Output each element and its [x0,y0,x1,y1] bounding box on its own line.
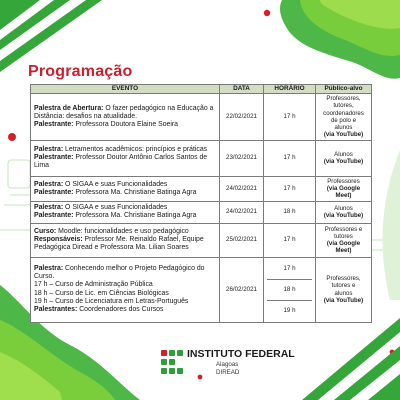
audience-line: alunos [334,289,353,297]
table-header-row [31,85,372,94]
time-slot: 19 h [283,306,296,314]
time-cell-split [264,257,316,322]
table-row [31,176,372,201]
table-row [31,201,372,223]
event-cell [31,201,220,223]
date-cell: 24/02/2021 [220,201,264,223]
date-cell: 22/02/2021 [220,94,264,141]
event-cell [31,257,220,322]
schedule-table [30,84,372,323]
red-dot [8,133,16,141]
event-line [34,281,216,289]
audience-cell [316,257,372,322]
audience-line: alunos [334,124,353,132]
event-text: 18 h – Curso de Lic. em Ciências Biológicas [34,289,169,297]
event-line [34,121,216,129]
event-label: Palestrante: [34,212,74,220]
event-text: Moodle: funcionalidades e uso pedagógico [56,227,189,235]
page-title: Programação [28,63,133,80]
institution-title: INSTITUTO FEDERAL [187,348,295,360]
institution-campus: Alagoas [216,360,239,368]
event-line [34,265,216,281]
audience-cell [316,176,372,201]
event-text: 17 h – Curso de Administração Pública [34,281,153,289]
date-cell: 24/02/2021 [220,176,264,201]
event-line [34,306,216,314]
audience-line: Professores, [326,95,361,102]
event-line [34,105,216,121]
table-row [31,223,372,257]
audience-cell [316,223,372,257]
audience-line: Alunos [334,150,353,158]
time-cell: 17 h [264,94,316,141]
audience-line: Professores [327,177,360,185]
event-label: Palestrante: [34,188,74,196]
event-text: Professora Ma. Christiane Batinga Agra [73,212,197,220]
event-line [34,298,216,306]
audience-line: tutores [334,232,353,240]
event-text: Coordenadores dos Cursos [77,306,164,314]
institution-unit: DIREAD [216,368,240,376]
audience-channel: (via YouTube) [323,296,364,304]
top-right-blob [280,0,400,79]
audience-line: tutores, [333,102,354,110]
time-cell: 17 h [264,176,316,201]
event-line [34,228,216,236]
event-label: Palestra de Abertura: [34,104,104,112]
event-text: O fazer pedagógico na Educação a Distância: desafios na atualidade. [34,104,214,120]
header-audience: Público-alvo [316,85,372,94]
event-line [34,189,216,197]
audience-channel: (via YouTube) [323,131,364,139]
audience-line: Professores e [324,225,363,233]
event-text: Professora Ma. Christiane Batinga Agra [73,188,197,196]
time-slot: 17 h [267,259,312,280]
event-text: Professor Me. Reinaldo Rafael, Equipe Pedagógica Diread e Professora Ma. Lilian Soares [34,236,204,252]
event-text: 19 h – Curso de Licenciatura em Letras-Português [34,297,189,305]
table-row [31,140,372,176]
event-line [34,181,216,189]
event-line [34,204,216,212]
event-label: Responsáveis: [34,236,83,244]
event-label: Palestra: [34,180,64,188]
time-slot: 18 h [267,280,312,301]
red-dot [264,10,270,16]
audience-cell [316,94,372,141]
event-text: Professor Doutor Antônio Carlos Santos de Lima [34,154,208,170]
event-label: Palestrantes: [34,306,78,314]
event-text: Professora Doutora Elaine Soeira [73,120,179,128]
time-cell: 18 h [264,201,316,223]
event-text: O SIGAA e suas Funcionalidades [63,203,168,211]
audience-channel: (via Google Meet) [326,185,361,200]
header-date: DATA [220,85,264,94]
date-cell: 25/02/2021 [220,223,264,257]
event-label: Palestra: [34,145,64,153]
audience-line: Alunos [334,204,353,212]
event-line [34,236,216,252]
time-cell: 17 h [264,140,316,176]
audience-cell [316,201,372,223]
audience-line: Professores, [326,275,361,283]
event-line [34,146,216,154]
audience-line: tutores e [331,282,356,290]
event-cell [31,223,220,257]
event-cell [31,94,220,141]
event-cell [31,140,220,176]
table-row [31,94,372,141]
top-left-stripes [0,0,102,72]
event-label: Palestra: [34,265,64,273]
audience-channel: (via YouTube) [323,158,364,166]
event-label: Palestrante: [34,154,74,162]
header-time: HORÁRIO [264,85,316,94]
event-label: Palestrante: [34,120,74,128]
audience-channel: (via YouTube) [323,212,364,220]
event-text: Conhecendo melhor o Projeto Pedagógico do Curso. [34,265,205,281]
if-logo [161,350,183,374]
event-label: Curso: [34,227,57,235]
audience-cell [316,140,372,176]
right-arc [383,150,400,300]
institution-name [187,349,295,376]
time-cell: 17 h [264,223,316,257]
audience-channel: (via Google Meet) [326,240,361,255]
audience-line: coordenadores [323,109,364,117]
date-cell: 26/02/2021 [220,257,264,322]
event-line [34,154,216,170]
bottom-right-stripes [302,318,400,400]
event-line [34,212,216,220]
audience-line: de polo e [330,116,357,124]
event-text: Letramentos acadêmicos: princípios e práticas [63,145,208,153]
date-cell: 23/02/2021 [220,140,264,176]
event-text: O SIGAA e suas Funcionalidades [63,180,168,188]
event-line [34,290,216,298]
event-label: Palestra: [34,203,64,211]
event-cell [31,176,220,201]
table-row [31,257,372,322]
header-event: EVENTO [31,85,220,94]
